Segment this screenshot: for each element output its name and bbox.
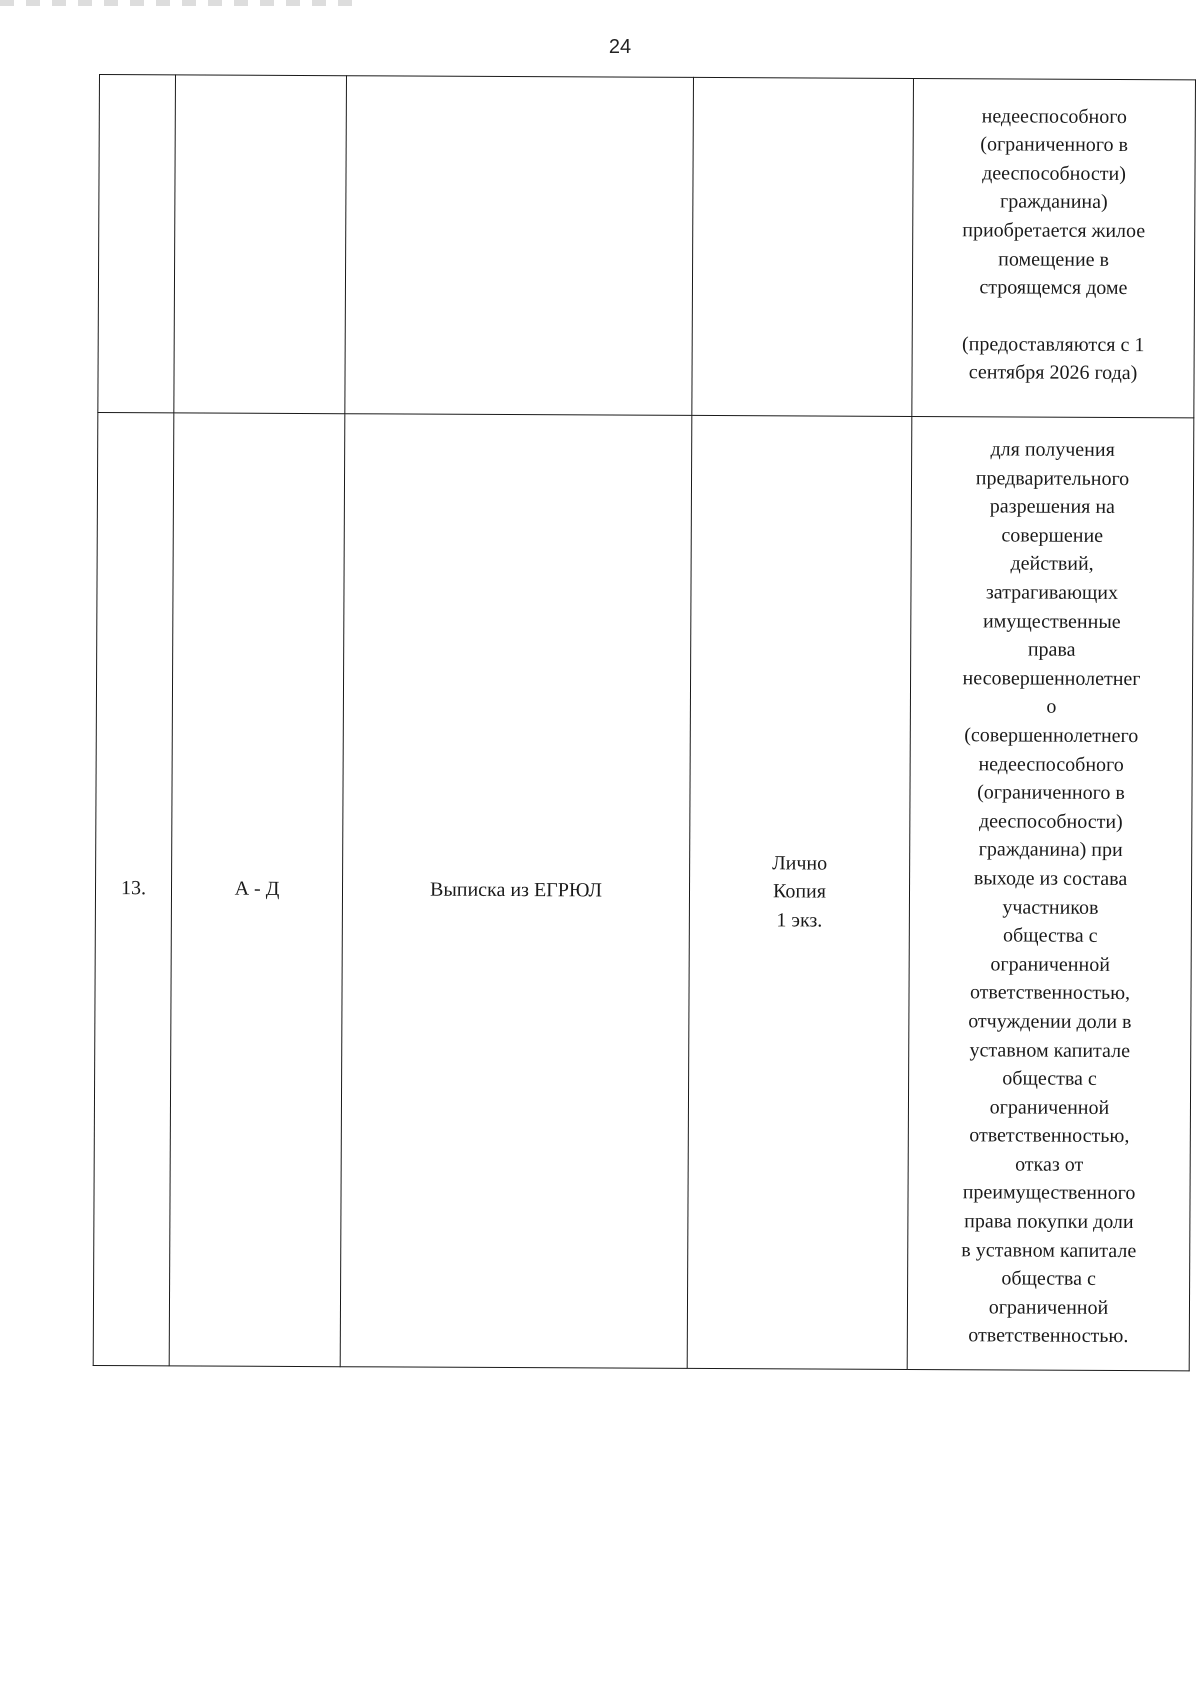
cell-document-name — [345, 76, 694, 415]
cell-number — [98, 75, 176, 413]
scan-artifact-marks — [0, 0, 360, 6]
page-number: 24 — [608, 36, 632, 58]
cell-applicant-code — [174, 75, 347, 413]
cell-submission-form — [692, 77, 914, 416]
table-row — [98, 75, 1196, 418]
cell-note — [912, 78, 1196, 417]
cell-submission-form: Лично Копия 1 экз. — [687, 415, 912, 1369]
table-row — [93, 412, 1194, 1370]
cell-note: для получения предварительного разрешения на совершение действий, затрагивающих имущественные права несовершеннолетнег о (совершеннолетнего недееспособного (ограниченного в дееспособности) гражданина) при выходе из состава участников общества с ограниченной ответственностью, отчуждении доли в уставном капитале общества с ограниченной ответственностью, отказ от преимущественного права покупки доли в уставном капитале общества с ограниченной ответственностью. — [907, 416, 1194, 1370]
note-text: недееспособного (ограниченного в дееспособности) гражданина) приобретается жилое помещение в строящемся доме — [962, 104, 1146, 300]
cell-document-name: Выписка из ЕГРЮЛ — [340, 413, 692, 1368]
cell-number: 13. — [93, 412, 174, 1365]
documents-table — [93, 74, 1196, 1371]
note-continued-text — [918, 73, 1189, 417]
cell-applicant-code: А - Д — [169, 412, 345, 1366]
note-effective-date: (предоставляются с 1 сентября 2026 года) — [961, 332, 1145, 385]
